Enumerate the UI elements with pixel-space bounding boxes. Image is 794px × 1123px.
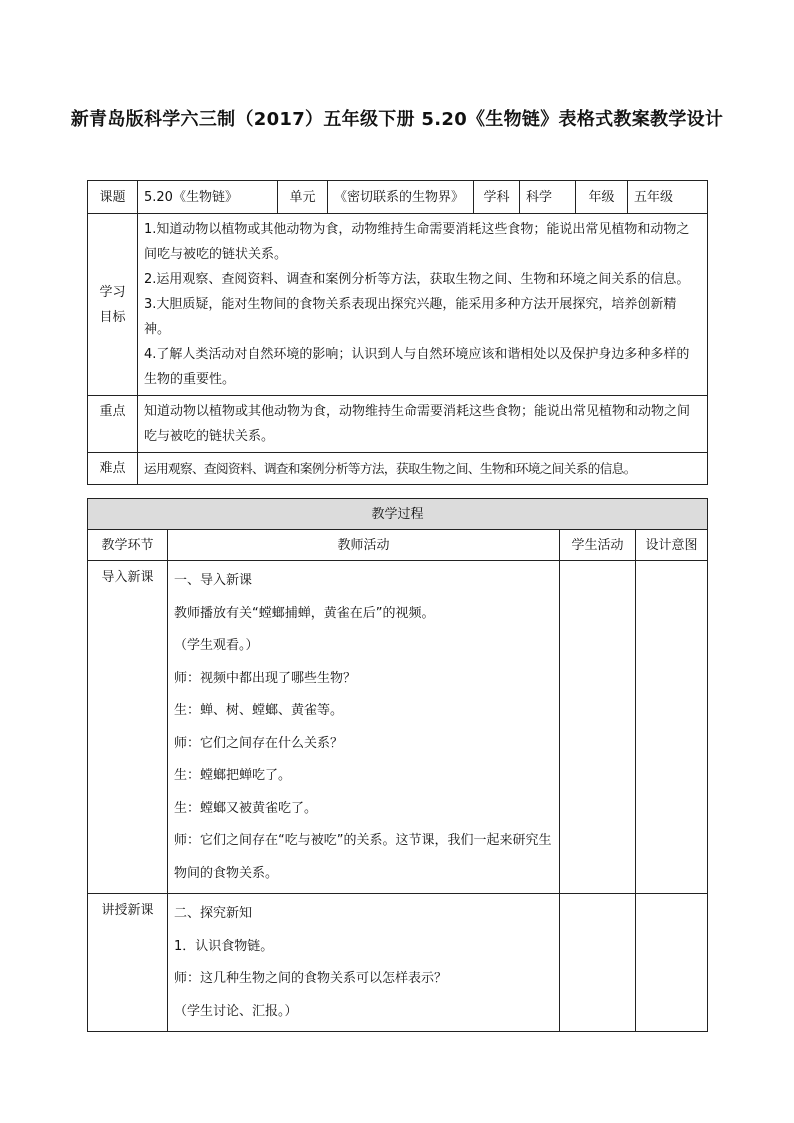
- teacher-line: （学生讨论、汇报。）: [174, 1003, 298, 1019]
- process-band-title: 教学过程: [88, 499, 708, 530]
- teacher-line: 师：它们之间存在什么关系？: [174, 735, 344, 751]
- teaching-process-table: [87, 498, 708, 1032]
- key-point-text: 知道动物以植物或其他动物为食，动物维持生命需要消耗这些食物；能说出常见植物和动物之间吃与被吃的链状关系。: [138, 396, 708, 453]
- teacher-line: 生：螳螂又被黄雀吃了。: [174, 800, 318, 816]
- design-intent-intro: [636, 561, 708, 894]
- teacher-line: 师：这几种生物之间的食物关系可以怎样表示？: [174, 971, 448, 986]
- unit-value: 《密切联系的生物界》: [328, 181, 474, 214]
- column-header-teacher: 教师活动: [168, 530, 560, 561]
- subject-value: 科学: [520, 181, 576, 214]
- difficulty-row: [88, 453, 708, 485]
- lesson-value: 5.20《生物链》: [138, 181, 278, 214]
- teacher-activity-new: [168, 894, 560, 1032]
- key-point-label: 重点: [88, 396, 138, 453]
- teacher-line: （学生观看。）: [174, 638, 259, 653]
- process-row-new: [88, 894, 708, 1032]
- stage-intro: 导入新课: [88, 561, 168, 894]
- teacher-line: 师：视频中都出现了哪些生物？: [174, 670, 357, 686]
- objectives-content: [138, 214, 708, 396]
- objective-item: 4.了解人类活动对自然环境的影响；认识到人与自然环境应该和谐相处以及保护身边多种多样的生物的重要性。: [144, 347, 690, 387]
- teacher-activity-intro: [168, 561, 560, 894]
- student-activity-intro: [560, 561, 636, 894]
- lesson-label: 课题: [88, 181, 138, 214]
- teacher-line: 1．认识食物链。: [174, 938, 274, 954]
- subject-label: 学科: [474, 181, 520, 214]
- objective-item: 2.运用观察、查阅资料、调查和案例分析等方法，获取生物之间、生物和环境之间关系的信息。: [144, 272, 690, 287]
- difficulty-text: 运用观察、查阅资料、调查和案例分析等方法，获取生物之间、生物和环境之间关系的信息。: [138, 453, 708, 485]
- column-header-stage: 教学环节: [88, 530, 168, 561]
- unit-label: 单元: [278, 181, 328, 214]
- grade-value: 五年级: [628, 181, 708, 214]
- stage-new-lesson: 讲授新课: [88, 894, 168, 1032]
- key-point-row: [88, 396, 708, 453]
- process-row-intro: [88, 561, 708, 894]
- lesson-header-row: [88, 181, 708, 214]
- column-header-student: 学生活动: [560, 530, 636, 561]
- teacher-line: 教师播放有关“螳螂捕蝉，黄雀在后”的视频。: [174, 605, 435, 621]
- objectives-row: [88, 214, 708, 396]
- teacher-line: 一、导入新课: [174, 573, 253, 588]
- student-activity-new: [560, 894, 636, 1032]
- column-header-intent: 设计意图: [636, 530, 708, 561]
- grade-label: 年级: [576, 181, 628, 214]
- design-intent-new: [636, 894, 708, 1032]
- teacher-line: 二、探究新知: [174, 906, 253, 921]
- difficulty-label: 难点: [88, 453, 138, 485]
- lesson-info-table: [87, 180, 708, 485]
- teacher-line: 生：蝉、树、螳螂、黄雀等。: [174, 703, 344, 718]
- document-title: 新青岛版科学六三制（2017）五年级下册 5.20《生物链》表格式教案教学设计: [70, 109, 724, 130]
- process-band-row: [88, 499, 708, 530]
- objective-item: 3.大胆质疑，能对生物间的食物关系表现出探究兴趣，能采用多种方法开展探究，培养创新精神。: [144, 297, 677, 337]
- process-column-headers: [88, 530, 708, 561]
- objectives-label-line2: 目标: [99, 309, 126, 325]
- objectives-label: [88, 214, 138, 396]
- teacher-line: 师：它们之间存在“吃与被吃”的关系。这节课，我们一起来研究生物间的食物关系。: [174, 833, 552, 881]
- objective-item: 1.知道动物以植物或其他动物为食，动物维持生命需要消耗这些食物；能说出常见植物和动物之间吃与被吃的链状关系。: [144, 222, 690, 262]
- objectives-label-line1: 学习: [99, 284, 126, 300]
- teacher-line: 生：螳螂把蝉吃了。: [174, 768, 292, 783]
